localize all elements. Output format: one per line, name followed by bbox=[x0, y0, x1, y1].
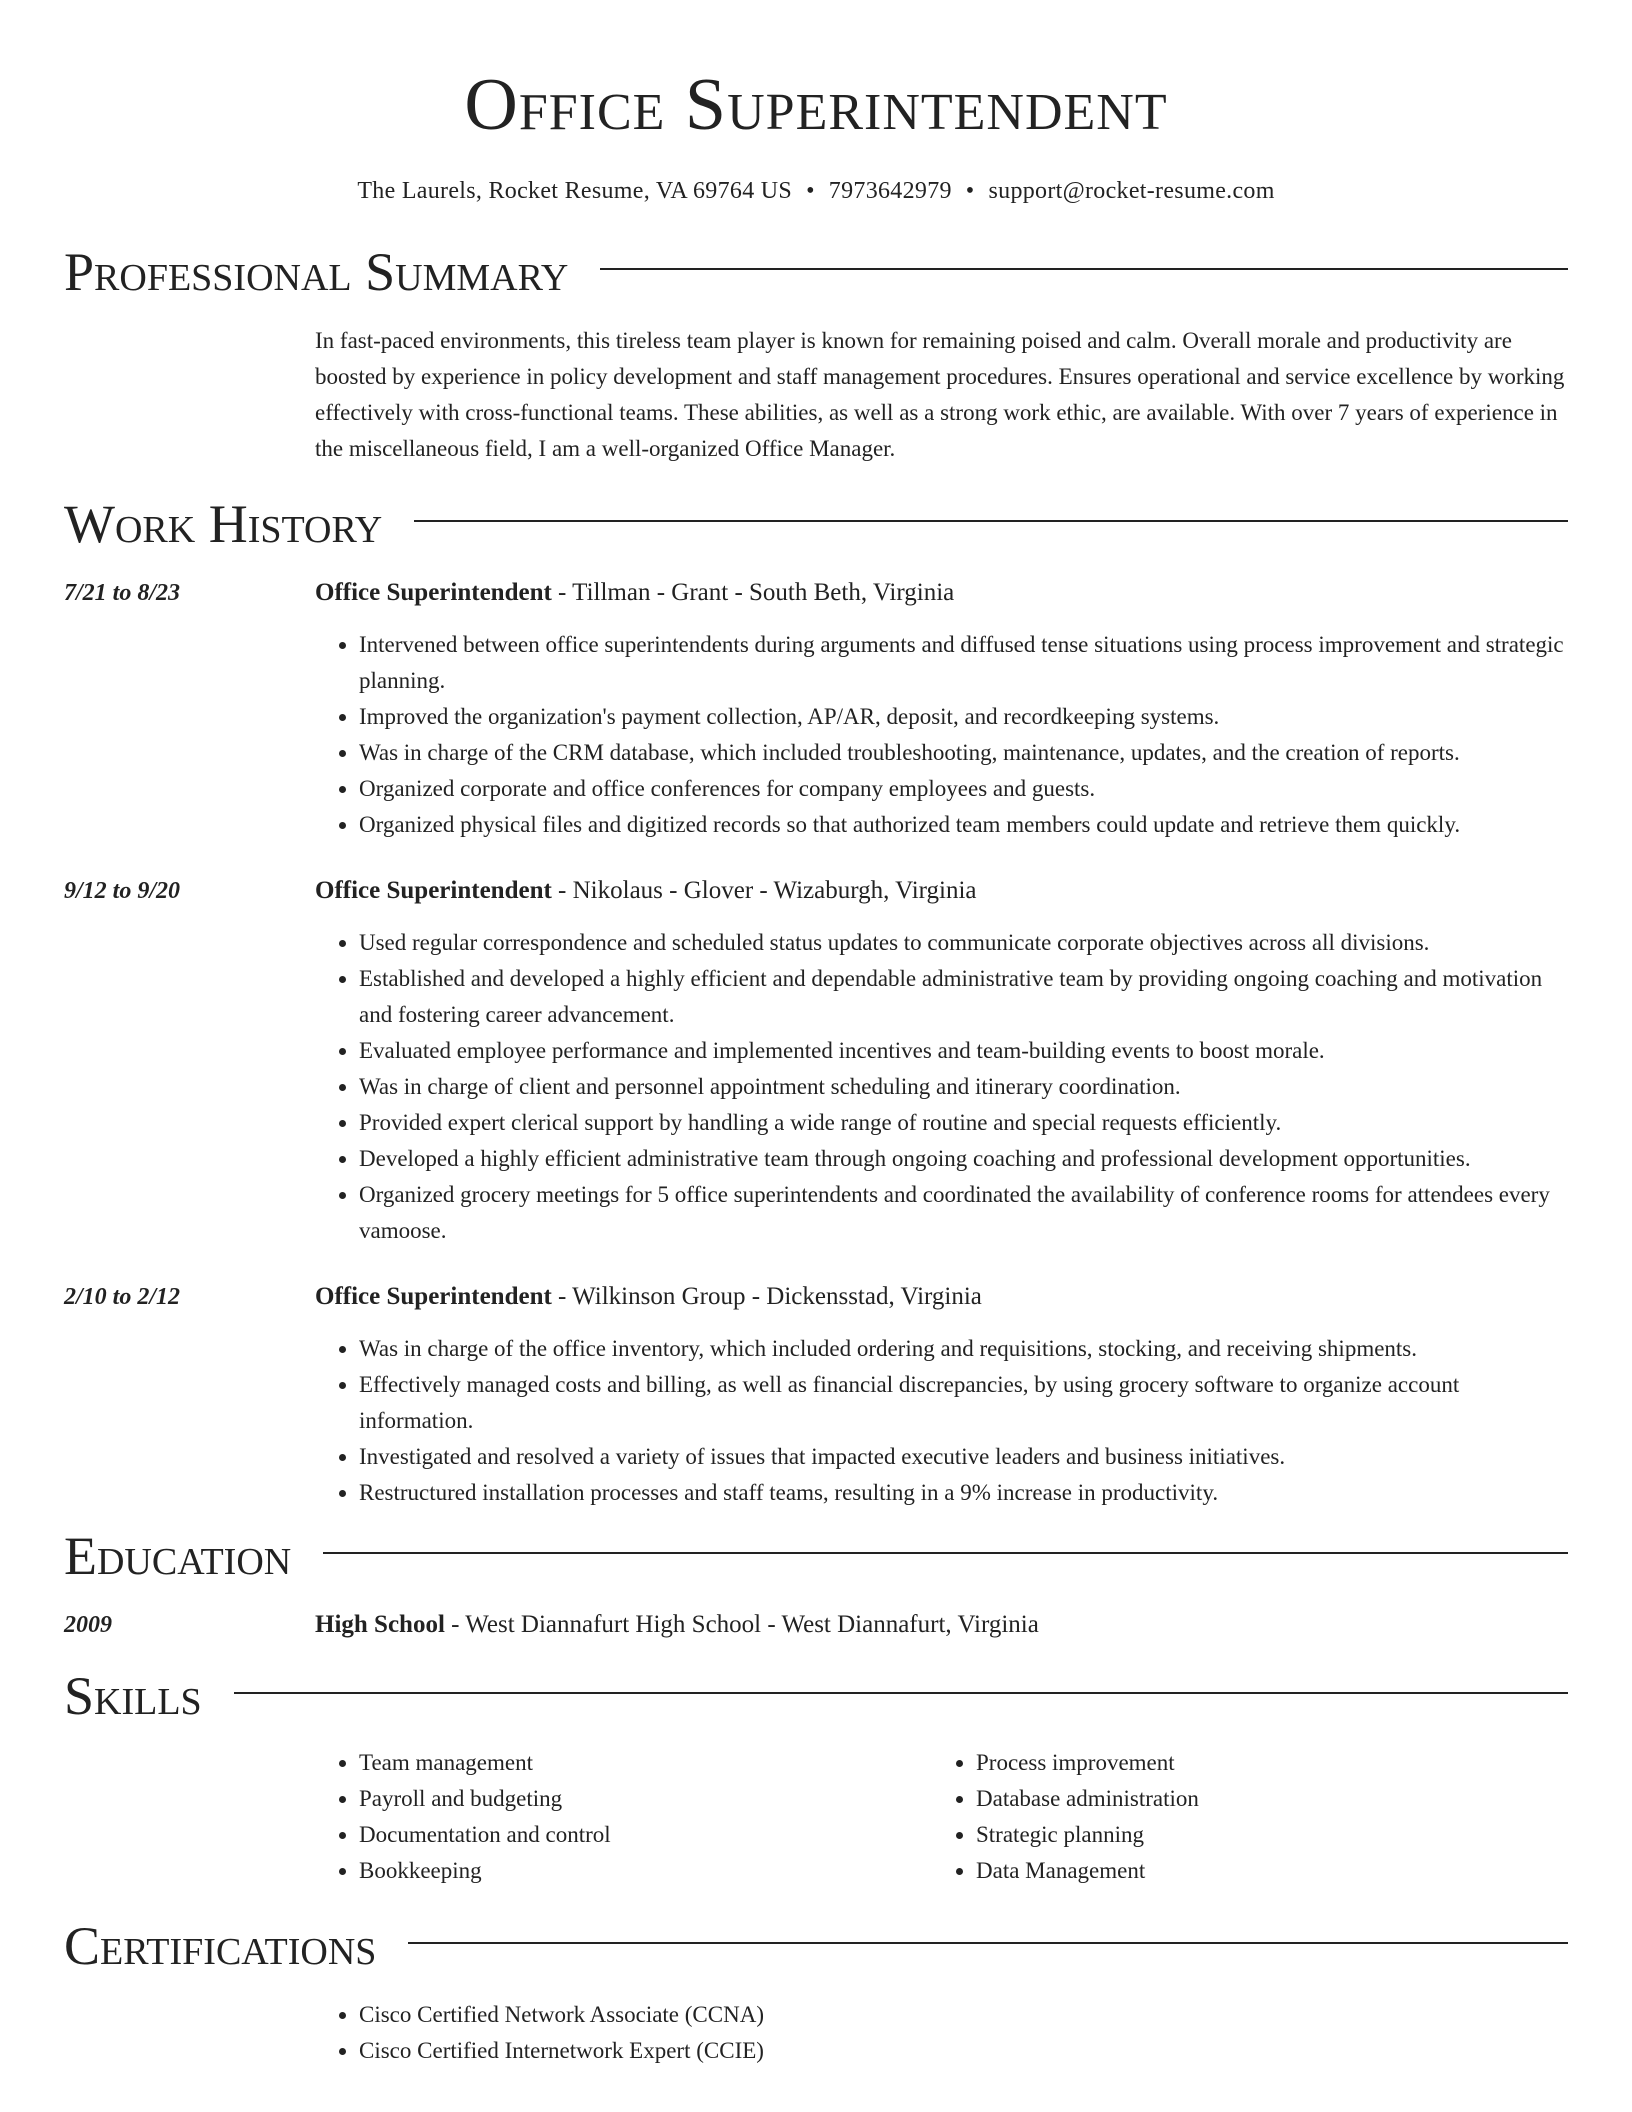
certifications-section-title: Certifications bbox=[64, 1916, 377, 1976]
resume-page bbox=[64, 0, 1568, 2069]
job-bullet-list bbox=[315, 925, 1568, 1249]
contact-address: The Laurels, Rocket Resume, VA 69764 US bbox=[357, 178, 793, 204]
work-history-list bbox=[64, 575, 1568, 1511]
job-bullet-item: • Developed a highly efficient administrative team through ongoing coaching and professional development opportunities. bbox=[359, 1141, 1568, 1177]
job-role: Office Superintendent bbox=[315, 877, 552, 904]
education-details: - West Diannafurt High School - West Diannafurt, Virginia bbox=[444, 1611, 1039, 1638]
skills-column-right bbox=[932, 1745, 1549, 1889]
job-dates: 7/21 to 8/23 bbox=[64, 580, 181, 606]
job-bullet-item: • Was in charge of client and personnel appointment scheduling and itinerary coordination. bbox=[359, 1069, 1568, 1105]
work-history-section-title: Work History bbox=[64, 494, 383, 554]
summary-section-header bbox=[64, 242, 1568, 302]
job-role: Office Superintendent bbox=[315, 579, 552, 606]
section-divider bbox=[408, 1942, 1568, 1944]
contact-separator: • bbox=[806, 178, 815, 204]
skills-list-right bbox=[932, 1745, 1549, 1889]
skill-item: • Database administration bbox=[976, 1781, 1549, 1817]
skill-item: • Process improvement bbox=[976, 1745, 1549, 1781]
job-bullet-item: • Used regular correspondence and scheduled status updates to communicate corporate objectives across all divisions. bbox=[359, 925, 1568, 961]
job-bullet-item: • Organized physical files and digitized records so that authorized team members could update and retrieve them quickly. bbox=[359, 807, 1568, 843]
skill-item: • Strategic planning bbox=[976, 1817, 1549, 1853]
education-title-line bbox=[315, 1607, 1568, 1643]
contact-phone: 7973642979 bbox=[828, 178, 952, 204]
skills-grid bbox=[315, 1745, 1568, 1889]
section-divider bbox=[600, 268, 1568, 270]
work-history-section-header bbox=[64, 494, 1568, 554]
education-degree: High School bbox=[315, 1611, 445, 1638]
skills-section-header bbox=[64, 1666, 1568, 1726]
summary-section-title: Professional Summary bbox=[64, 242, 569, 302]
certifications-section-header bbox=[64, 1916, 1568, 1976]
education-section-title: Education bbox=[64, 1526, 292, 1586]
skills-column-left bbox=[315, 1745, 932, 1889]
job-bullet-item: • Established and developed a highly efficient and dependable administrative team by providing ongoing coaching and motivation and fostering career advancement. bbox=[359, 961, 1568, 1033]
job-bullet-item: • Provided expert clerical support by handling a wide range of routine and special requests efficiently. bbox=[359, 1105, 1568, 1141]
job-entry bbox=[64, 575, 1568, 843]
certification-item: • Cisco Certified Network Associate (CCNA) bbox=[359, 1997, 1568, 2033]
skill-item: • Payroll and budgeting bbox=[359, 1781, 932, 1817]
section-divider bbox=[414, 520, 1568, 522]
job-bullet-item: • Organized grocery meetings for 5 office superintendents and coordinated the availability of conference rooms for attendees every vamoose. bbox=[359, 1177, 1568, 1249]
job-bullet-item: • Was in charge of the CRM database, which included troubleshooting, maintenance, updates, and the creation of reports. bbox=[359, 735, 1568, 771]
job-bullet-item: • Evaluated employee performance and implemented incentives and team-building events to boost morale. bbox=[359, 1033, 1568, 1069]
job-bullet-item: • Improved the organization's payment collection, AP/AR, deposit, and recordkeeping systems. bbox=[359, 699, 1568, 735]
skill-item: • Team management bbox=[359, 1745, 932, 1781]
job-bullet-list bbox=[315, 1331, 1568, 1511]
job-title-line bbox=[315, 575, 1568, 611]
skill-item: • Bookkeeping bbox=[359, 1853, 932, 1889]
job-bullet-item: • Was in charge of the office inventory, which included ordering and requisitions, stocking, and receiving shipments. bbox=[359, 1331, 1568, 1367]
job-bullet-list bbox=[315, 627, 1568, 843]
education-year: 2009 bbox=[64, 1612, 112, 1638]
job-bullet-item: • Organized corporate and office conferences for company employees and guests. bbox=[359, 771, 1568, 807]
certifications-list-wrapper bbox=[315, 1997, 1568, 2069]
contact-line bbox=[64, 178, 1568, 205]
skill-item: • Data Management bbox=[976, 1853, 1549, 1889]
job-employer-details: - Nikolaus - Glover - Wizaburgh, Virginia bbox=[551, 877, 977, 904]
job-title-line bbox=[315, 873, 1568, 909]
job-dates: 9/12 to 9/20 bbox=[64, 878, 181, 904]
job-employer-details: - Wilkinson Group - Dickensstad, Virginia bbox=[551, 1283, 982, 1310]
contact-separator: • bbox=[965, 178, 975, 204]
job-entry bbox=[64, 873, 1568, 1249]
contact-email[interactable]: support@rocket-resume.com bbox=[988, 178, 1275, 204]
job-bullet-item: • Effectively managed costs and billing, as well as financial discrepancies, by using grocery software to organize account information. bbox=[359, 1367, 1568, 1439]
certification-item: • Cisco Certified Internetwork Expert (CCIE) bbox=[359, 2033, 1568, 2069]
certifications-list bbox=[315, 1997, 1568, 2069]
skills-list-left bbox=[315, 1745, 932, 1889]
job-entry bbox=[64, 1279, 1568, 1511]
skills-section-title: Skills bbox=[64, 1666, 202, 1726]
skill-item: • Documentation and control bbox=[359, 1817, 932, 1853]
job-role: Office Superintendent bbox=[315, 1283, 552, 1310]
education-section-header bbox=[64, 1526, 1568, 1586]
job-bullet-item: • Restructured installation processes and staff teams, resulting in a 9% increase in productivity. bbox=[359, 1475, 1568, 1511]
section-divider bbox=[323, 1552, 1568, 1554]
job-bullet-item: • Intervened between office superintendents during arguments and diffused tense situations using process improvement and strategic planning. bbox=[359, 627, 1568, 699]
job-dates: 2/10 to 2/12 bbox=[64, 1284, 181, 1310]
summary-paragraph: In fast-paced environments, this tireless team player is known for remaining poised and calm. Overall morale and productivity are boosted by experience in policy development and staff management procedures. Ensures operational and service excellence by working effectively with cross-functional teams. These abilities, as well as a strong work ethic, are available. With over 7 years of experience in the miscellaneous field, I am a well-organized Office Manager. bbox=[315, 328, 1565, 461]
education-entry bbox=[64, 1607, 1568, 1643]
job-title-line bbox=[315, 1279, 1568, 1315]
job-employer-details: - Tillman - Grant - South Beth, Virginia bbox=[551, 579, 955, 606]
job-bullet-item: • Investigated and resolved a variety of issues that impacted executive leaders and business initiatives. bbox=[359, 1439, 1568, 1475]
resume-name-heading: Office Superintendent bbox=[464, 64, 1168, 146]
section-divider bbox=[234, 1692, 1568, 1694]
